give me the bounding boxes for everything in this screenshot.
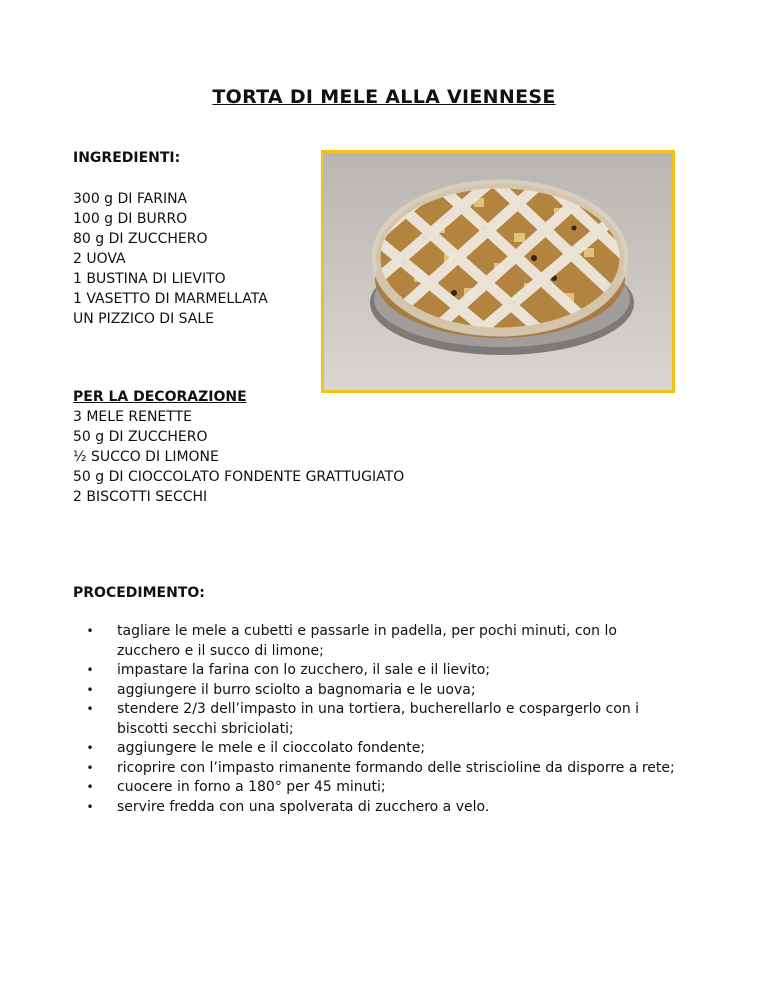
decoration-item: 50 g DI CIOCCOLATO FONDENTE GRATTUGIATO [73,469,405,485]
decoration-item: 2 BISCOTTI SECCHI [73,489,208,505]
procedure-step [80,661,680,681]
step-text: stendere 2/3 dell’impasto in una tortiera, bucherellarlo e cospargerlo con i biscotti secchi sbriciolati; [117,701,640,737]
ingredient-item: 1 BUSTINA DI LIEVITO [73,271,226,287]
ingredients-heading: INGREDIENTI: [73,150,181,166]
ingredient-item: UN PIZZICO DI SALE [73,311,215,327]
ingredient-item: 2 UOVA [73,251,126,267]
decoration-list [73,407,404,507]
ingredient-item: 100 g DI BURRO [73,211,188,227]
tart-photo [321,150,675,393]
bullet-icon: • [86,682,94,697]
procedure-step [80,778,680,798]
bullet-icon: • [86,702,94,716]
procedure-step [80,759,680,779]
ingredient-item: 80 g DI ZUCCHERO [73,231,208,247]
bullet-icon: • [86,663,94,677]
procedure-heading: PROCEDIMENTO: [73,585,205,601]
ingredient-item: 1 VASETTO DI MARMELLATA [73,291,268,307]
step-text: tagliare le mele a cubetti e passarle in padella, per pochi minuti, con lo zucchero e il succo di limone; [117,623,617,659]
step-text: servire fredda con una spolverata di zucchero a velo. [117,798,490,815]
procedure-step [80,739,680,759]
ingredients-list [73,189,268,329]
decoration-item: 3 MELE RENETTE [73,409,192,425]
step-text: impastare la farina con lo zucchero, il sale e il lievito; [117,662,491,678]
bullet-icon: • [86,624,94,638]
procedure-step [80,700,680,739]
procedure-list [80,622,680,817]
tart-image [324,153,672,390]
bullet-icon: • [86,741,94,755]
step-text: aggiungere il burro sciolto a bagnomaria e le uova; [117,681,476,698]
page-title: TORTA DI MELE ALLA VIENNESE [212,86,556,108]
decoration-heading: PER LA DECORAZIONE [73,389,247,405]
procedure-step [80,681,680,701]
bullet-icon: • [86,799,94,814]
decoration-item: 50 g DI ZUCCHERO [73,429,208,445]
procedure-step [80,798,680,818]
step-text: ricoprire con l’impasto rimanente formando delle striscioline da disporre a rete; [117,759,675,776]
step-text: cuocere in forno a 180° per 45 minuti; [117,779,386,795]
bullet-icon: • [86,760,94,775]
bullet-icon: • [86,780,94,794]
ingredient-item: 300 g DI FARINA [73,191,188,207]
step-text: aggiungere le mele e il cioccolato fondente; [117,740,426,756]
decoration-item: ½ SUCCO DI LIMONE [73,449,219,465]
procedure-step [80,622,680,661]
